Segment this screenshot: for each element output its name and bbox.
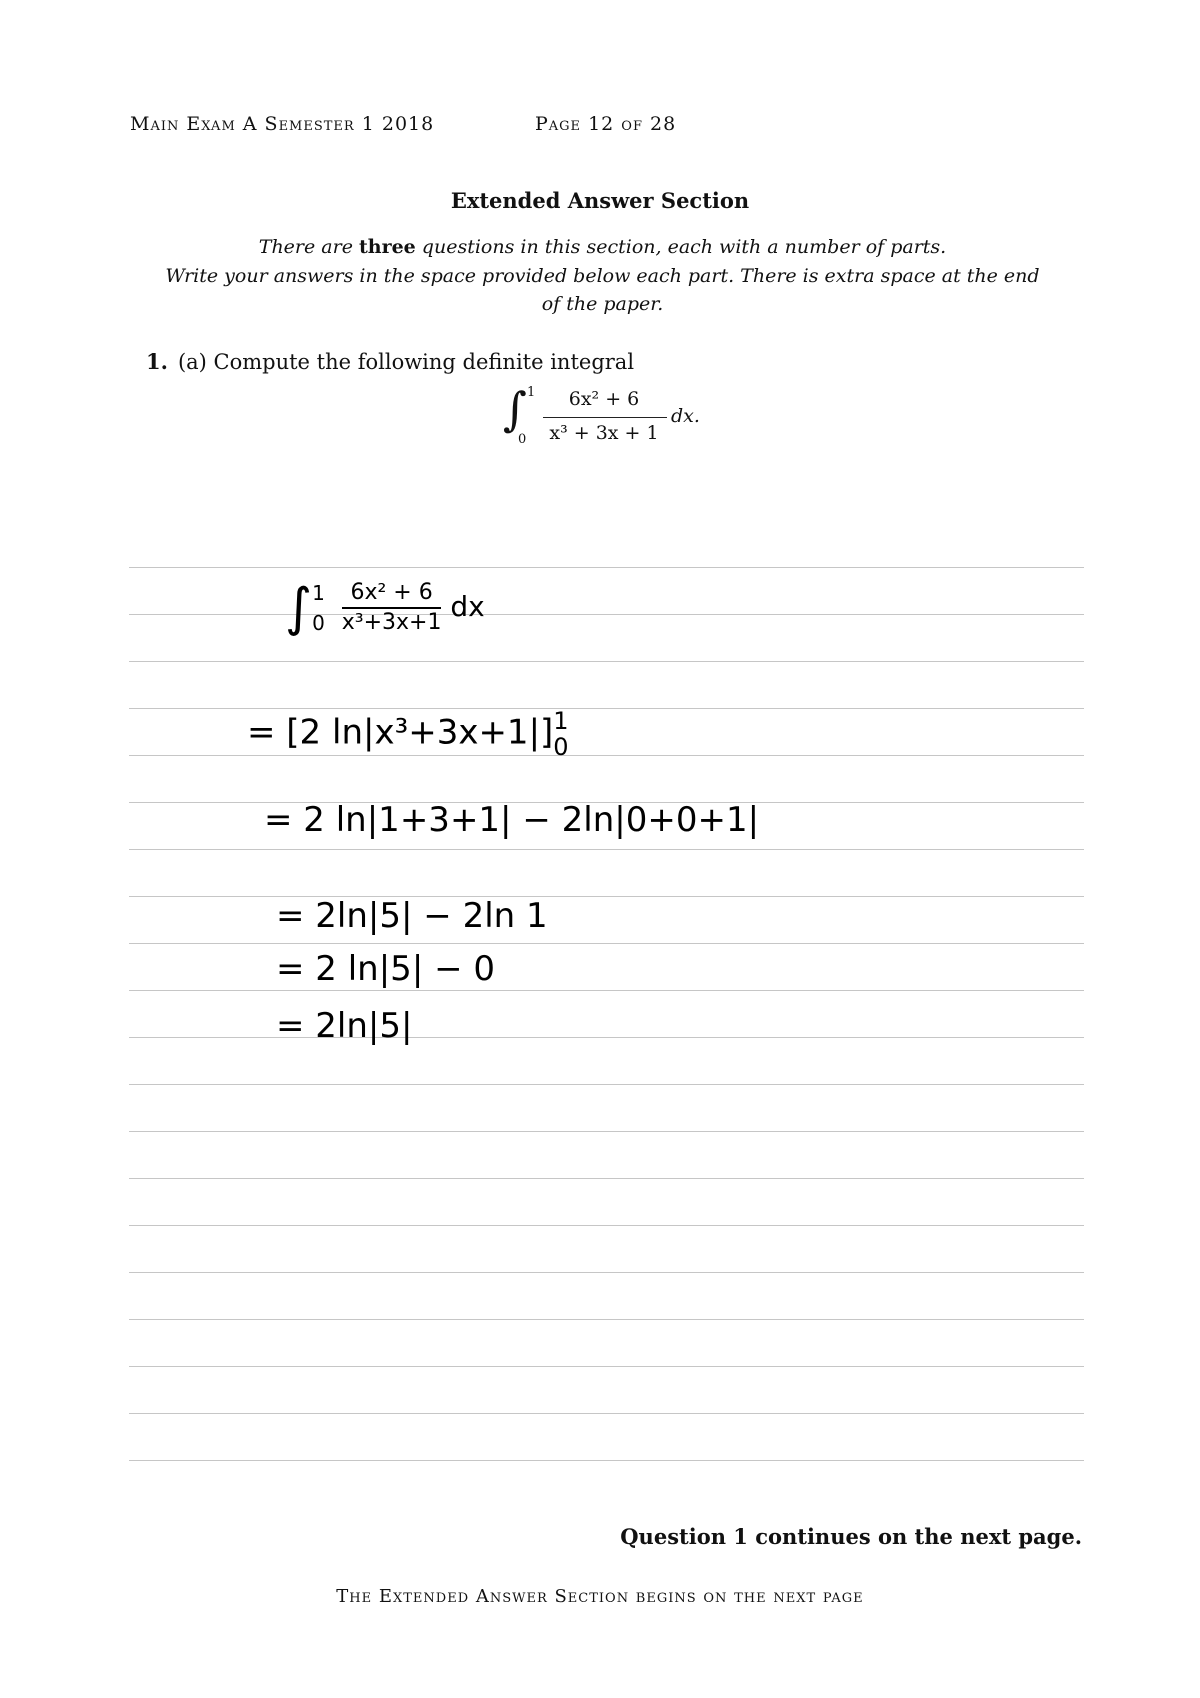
ruled-line [129,849,1084,850]
answer-space [129,567,1084,1467]
handwritten-eval-upper: 1 [553,707,569,735]
page-number: Page 12 of 28 [535,113,677,135]
handwritten-numerator: 6x² + 6 [342,579,442,609]
integral-lower-limit: 0 [518,432,527,447]
integral-sign: ∫ [503,382,527,436]
handwritten-eval-lower: 0 [553,733,569,761]
handwritten-integral [285,578,485,638]
handwritten-differential: dx [450,590,485,623]
question-part-text: (a) Compute the following definite integral [177,350,635,374]
handwritten-step-substitution: = 2 ln|1+3+1| − 2ln|0+0+1| [264,800,760,840]
integral-upper-limit: 1 [527,385,536,400]
integral-differential: dx. [671,405,700,427]
continues-note: Question 1 continues on the next page. [620,1524,1082,1549]
ruled-line [129,567,1084,568]
integral-expression [503,382,723,448]
ruled-line [129,661,1084,662]
handwritten-denominator: x³+3x+1 [341,610,442,635]
instructions-post: questions in this section, each with a number of parts. [415,236,947,258]
handwritten-step-zero: = 2 ln|5| − 0 [276,949,496,989]
handwritten-fraction [342,579,442,637]
section-title: Extended Answer Section [450,188,750,213]
ruled-line [129,1319,1084,1320]
page-footer: The Extended Answer Section begins on the next page [336,1586,864,1607]
ruled-line [129,1131,1084,1132]
instructions-line-1 [130,236,1075,258]
ruled-line [129,614,1084,615]
handwritten-eval-limits [553,708,568,760]
handwritten-final-answer: = 2ln|5| [276,1006,413,1046]
handwritten-limits [312,578,325,638]
handwritten-lower-limit: 0 [312,611,325,635]
handwritten-antiderivative: = [2 ln|x³+3x+1|] [247,712,554,753]
integral-denominator: x³ + 3x + 1 [549,422,659,444]
instructions-line-2: Write your answers in the space provided below each part. There is extra space at the end [165,265,1040,287]
ruled-line [129,1037,1084,1038]
handwritten-integral-sign: ∫ [285,578,313,638]
handwritten-upper-limit: 1 [312,581,325,605]
ruled-line [129,1413,1084,1414]
ruled-line [129,943,1084,944]
handwritten-step-simplify: = 2ln|5| − 2ln 1 [276,896,548,936]
question-line [146,349,634,374]
ruled-line [129,1272,1084,1273]
ruled-line [129,1225,1084,1226]
fraction-bar [543,417,667,418]
instructions-pre: There are [258,236,359,258]
handwritten-step-antiderivative [247,708,569,760]
instructions-count: three [358,236,416,258]
integral-numerator: 6x² + 6 [568,388,640,410]
ruled-line [129,896,1084,897]
exam-header: Main Exam A Semester 1 2018 [130,113,435,135]
ruled-line [129,1460,1084,1461]
ruled-line [129,1178,1084,1179]
ruled-line [129,1366,1084,1367]
ruled-line [129,990,1084,991]
ruled-line [129,1084,1084,1085]
question-number: 1. [146,349,168,374]
instructions-line-3: of the paper. [541,293,664,315]
